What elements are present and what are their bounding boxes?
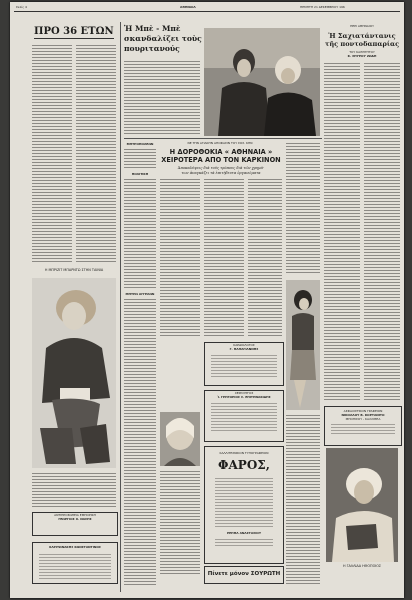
col1-title: ΠΡΟ 36 ΕΤΩΝ	[34, 26, 114, 37]
page-label: Σελίς 4	[16, 5, 27, 9]
banner-rule	[124, 138, 322, 139]
ad-surgeon-name: Ἰ. ΓΡΗΓΟΡΙΟΣ Σ. ΕΠΙΤΗΝΑΚΙΔΗΣ	[217, 395, 271, 399]
ad-surgeon-text	[211, 402, 277, 432]
ad-insurance-title: ΑΣΦΑΛΙΣΤΙΚΟΝ ΓΡΑΦΕΙΟΝ	[343, 409, 383, 413]
banner-headline	[160, 148, 282, 164]
col1-text-c	[32, 472, 116, 508]
right-headline-line1: Ἡ Σαχιατάντανις	[328, 32, 396, 40]
ad-nasis-name: ΓΕΩΡΓΙΟΣ Χ. ΝΑΣΗΣ	[58, 517, 92, 521]
banner-subhead	[160, 166, 282, 176]
header-rule	[14, 11, 400, 12]
right-headline-line2: τῆς ποντοδαπαρίας	[324, 40, 400, 48]
main-text-c	[248, 178, 282, 338]
ad-insurance-name: ΝΙΚΟΛΑΟΥ Β. ΚΟΡΤΑΝΙΤΟ	[341, 413, 385, 417]
col1-text-b	[76, 44, 116, 262]
portrait-photo	[160, 412, 200, 466]
actress-photo	[326, 448, 398, 562]
ad-charitonakis-text	[39, 553, 111, 579]
top-headline-line3: πουριτανούς	[124, 44, 180, 53]
ad-faros-address	[215, 538, 273, 548]
narrow-text	[286, 142, 320, 274]
banner-headline-line1: Η ΔΟΡΟΘΟΚΙΑ « ΑΘΗΝΑΙΑ »	[169, 148, 273, 156]
ad-sourotis-text: Πίνετε μόνον ΣΟΥΡΩΤΗ	[207, 571, 281, 577]
top-story-text	[124, 60, 200, 134]
mid-label-2: ΠΟΛΙΤΙΚΗ	[131, 172, 149, 176]
portrait-text	[160, 470, 200, 576]
col1-photo-caption: Η ΜΠΡΙΖΙΤ ΜΠΑΡΝΤΩ ΣΤΗΝ ΤΑΙΝΙΑ	[44, 268, 104, 272]
ad-faros-owner: ΡΕΠΠΑ ΑΝΑΣΤΑΣΙΟΥ	[226, 531, 262, 535]
banner-headline-line2: ΧΕΙΡΟΤΕΡΑ ΑΠΟ ΤΟΝ ΚΑΡΚΙΝΟΝ	[161, 156, 281, 164]
ad-faros	[204, 446, 284, 564]
seated-woman-photo	[286, 280, 320, 410]
ad-surgeon-title: ΧΕΙΡΟΥΡΓΟΣ	[234, 391, 254, 395]
right-story-byline: ΤΟΥ ΚΑΘΗΓΗΤΟΥ	[349, 50, 375, 54]
couple-photo	[204, 28, 320, 136]
column-rule	[120, 22, 121, 592]
ad-insurance-text	[331, 423, 395, 435]
banner-kicker: ΝΕ ΤΗΝ ΑΓΙΑΚΗΝ ΑΠΟΦΑΣΙΝ ΤΟΥ ΣΟΣ. ΚΗΝ	[187, 141, 253, 145]
newspaper-page	[10, 2, 404, 598]
ad-faros-name: ΦΑΡΟΣ,	[218, 458, 270, 472]
ad-nasis-title: ΑΝΤΙΠΡΟΣΩΠΕΙΑ ΕΜΠΟΡΙΚΗ	[54, 513, 96, 517]
mid-label-1: ΜΗΤΡΟΠΟΛΕΩΝ	[126, 142, 154, 146]
page-date: ΠΕΜΠΤΗ 21 ΔΕΚΕΜΒΡΙΟΥ 196	[300, 5, 345, 9]
main-text-b	[204, 178, 244, 338]
mid-text-2	[124, 178, 156, 288]
ad-insurance-line: ΜΠΟΠΙΣΟΥ - ΚΑΛΛΙΘΕΑ	[345, 417, 381, 421]
ad-insurance	[324, 406, 402, 446]
mid-label-3: ΜΗΤΡΩ ΑΓΓΕΛΩΝ	[125, 292, 155, 296]
masthead: ΑΘΗΝΑΙΑ	[180, 5, 196, 9]
ad-charitonakis-title: ΧΑΡΙΤΩΝΑΚΗΣ ΚΩΝΣΤΑΝΤΙΝΟΣ	[49, 545, 101, 549]
mid-text-3	[124, 298, 156, 586]
right-story-author: Κ. ΣΠΥΡΟΥ ΖΩΔΗ	[347, 54, 377, 58]
ad-sourotis	[204, 566, 284, 584]
banner-subhead-line1: Ἀποκαλύψεις διὰ τοὺς τρόπους διὰ τῶν χρημά-	[177, 166, 265, 170]
ad-cardiologist	[204, 342, 284, 386]
right-text-b	[364, 62, 400, 402]
ad-card-title: ΚΑΡΔΙΟΛΟΓΟΣ	[233, 343, 255, 347]
ad-nasis	[32, 512, 118, 536]
ad-faros-title: ΚΑΛΛΙΤΕΧΝΙΚΟΝ ΤΥΠΟΓΡΑΦΕΙΟΝ	[219, 451, 269, 455]
right-lower-text	[286, 414, 320, 584]
ad-charitonakis	[32, 542, 118, 584]
col1-text-a	[32, 44, 72, 262]
right-story-label: ΠΕΡΙ ΑΘΗΝΑΙΟΥ	[350, 24, 374, 28]
top-story-headline	[124, 24, 202, 54]
right-text-a	[324, 62, 360, 402]
banner-subhead-line2: των ἀναγκάζει τὰ ἐπιτήδευτα ὀργανώματα	[181, 171, 261, 175]
mid-text-1	[124, 148, 156, 168]
actress-caption: Η ΓΑΛΛΙΔΑ ΗΘΟΠΟΙΟΣ	[342, 564, 382, 568]
bardot-photo	[32, 278, 116, 468]
main-text-a	[160, 178, 200, 338]
top-headline-line2: σκανδαλίζει τοὺς	[124, 34, 202, 43]
ad-card-text	[211, 354, 277, 378]
top-headline-line1: Ἡ Μπὲ - Μπὲ	[124, 24, 181, 33]
ad-faros-text	[215, 477, 273, 527]
ad-card-name: Γ. ΠΑΠΑΓΙΑΝΝΗΣ	[229, 347, 259, 351]
right-story-headline	[324, 32, 400, 48]
ad-surgeon	[204, 390, 284, 442]
